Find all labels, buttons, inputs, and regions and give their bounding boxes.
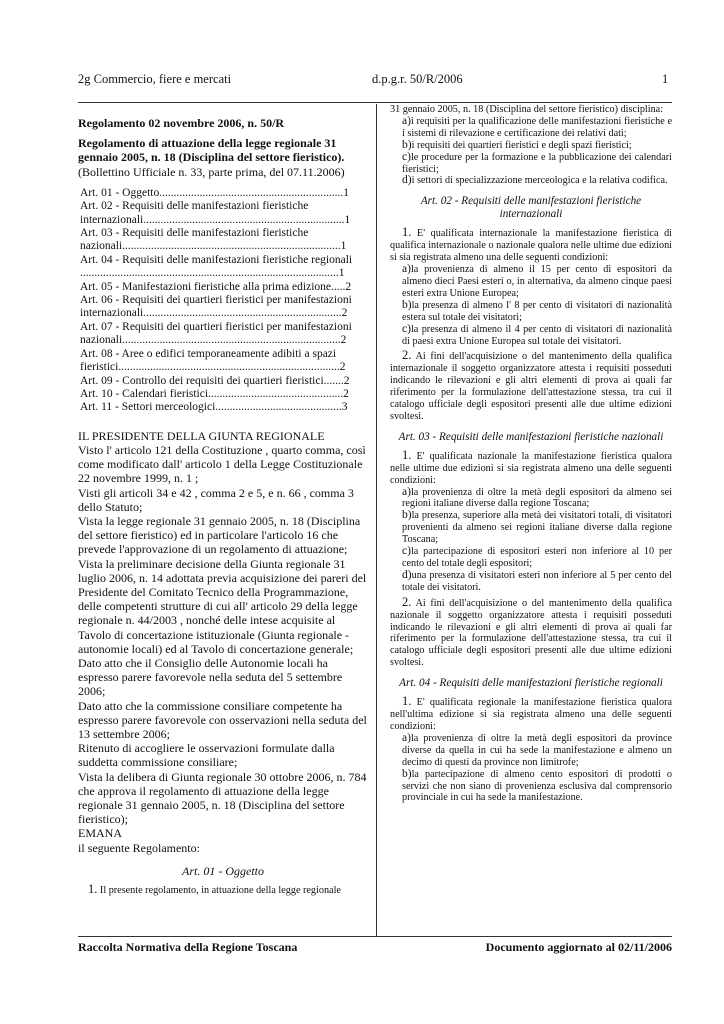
- preamble-line: EMANA: [78, 826, 122, 841]
- art03-heading: Art. 03 - Requisiti delle manifestazioni fieristiche nazionali: [398, 430, 664, 443]
- art03-p2-text: Ai fini dell'acquisizione o del mantenimento della qualifica nazionale il soggetto organizzatore attesta i requisiti posseduti indicando le rilevazioni e gli altri elementi di prova ai quali far riferimento per la formulazione dell'attestazione stessa, tra cui il catalogo ufficiale degli espositori presenti alle due ultime edizioni svoltesi.: [390, 597, 673, 669]
- toc-entry: Art. 07 - Requisiti dei quartieri fieristici per manifestazioni nazionali............................................................................2: [80, 320, 352, 347]
- list-item-marker: a): [402, 731, 411, 744]
- column-divider: [376, 104, 377, 936]
- list-item-text: i settori di specializzazione merceologica e la relativa codifica.: [411, 175, 668, 187]
- preamble-line: Dato atto che la commissione consiliare competente ha espresso parere favorevole con osservazioni nella seduta del 13 settembre 2006;: [78, 698, 367, 741]
- toc-entry: Art. 04 - Requisiti delle manifestazioni fieristiche regionali ..........................................................................................1: [80, 253, 353, 280]
- list-item-marker: d): [402, 568, 412, 581]
- list-item-text: la partecipazione di espositori esteri non inferiore al 10 per cento del totale degli espositori;: [402, 546, 672, 569]
- list-item: [402, 175, 672, 187]
- art01-paragraph-number: 1.: [88, 881, 98, 896]
- left-column: [78, 108, 368, 898]
- art04-p1-number: 1.: [402, 694, 412, 709]
- header-section-title: 2g Commercio, fiere e mercati: [78, 72, 232, 86]
- header-page-number: 1: [662, 72, 669, 86]
- list-item: [402, 733, 672, 769]
- header-decree-ref: d.p.g.r. 50/R/2006: [372, 72, 463, 86]
- list-item-marker: a): [402, 114, 411, 127]
- preamble-line: Vista la preliminare decisione della Giunta regionale 31 luglio 2006, n. 14 adottata previa acquisizione dei pareri del Presidente del Comitato Tecnico della Programmazione, delle competenti strutture di cui all' articolo 29 della legge regionale n. 44/2003 , nonché delle intese acquisite al Tavolo di concertazione istituzionale (Giunta regionale - autonomie locali) ed al Tavolo di concertazione generale;: [78, 556, 367, 656]
- art03-p1-text: E' qualificata nazionale la manifestazione fieristica qualora nelle ultime due edizioni si sia registrata almeno una delle seguenti condizioni:: [390, 450, 673, 486]
- toc-entry: Art. 02 - Requisiti delle manifestazioni fieristiche internazionali......................................................................1: [80, 200, 351, 226]
- table-of-contents: [80, 187, 368, 415]
- list-item-marker: b): [402, 767, 412, 780]
- list-item: [402, 570, 672, 594]
- art01-heading: Art. 01 - Oggetto: [182, 863, 264, 878]
- art04-items: [390, 733, 672, 804]
- list-item-marker: b): [402, 509, 412, 522]
- list-item-text: i requisiti dei quartieri fieristici e degli spazi fieristici;: [411, 139, 632, 151]
- art02-p2-text: Ai fini dell'acquisizione o del mantenimento della qualifica internazionale il soggetto organizzatore attesta i requisiti posseduti indicando le rilevazioni e gli altri elementi di prova ai quali far riferimento per la formulazione dell'attestazione stessa, tra cui il catalogo ufficiale degli espositori presenti alle due ultime edizioni svoltesi.: [390, 351, 673, 422]
- list-item: [402, 300, 672, 324]
- art03-p1-number: 1.: [402, 447, 412, 462]
- preamble-line: IL PRESIDENTE DELLA GIUNTA REGIONALE: [78, 428, 325, 443]
- footer-collection-title: Raccolta Normativa della Regione Toscana: [78, 940, 298, 954]
- list-item: [402, 510, 672, 546]
- preamble-line: Dato atto che il Consiglio delle Autonomie locali ha espresso parere favorevole nella seduta del 5 settembre 2006;: [78, 655, 343, 699]
- bulletin-reference: (Bollettino Ufficiale n. 33, parte prima, del 07.11.2006): [78, 164, 345, 179]
- list-item-text: una presenza di visitatori esteri non inferiore al 5 per cento del totale dei visitatori.: [402, 569, 672, 593]
- list-item-marker: a): [402, 485, 411, 498]
- list-item: [402, 152, 672, 176]
- toc-entry: Art. 11 - Settori merceologici............................................3: [80, 401, 348, 414]
- preamble-line: Ritenuto di accogliere le osservazioni formulate dalla suddetta commissione consiliare;: [78, 741, 335, 770]
- art01-continuation: 31 gennaio 2005, n. 18 (Disciplina del settore fieristico) disciplina:: [390, 104, 664, 115]
- regulation-title: Regolamento 02 novembre 2006, n. 50/R: [78, 116, 285, 130]
- list-item-text: la partecipazione di almeno cento espositori di prodotti o servizi che non siano di provenienza esclusiva dal comprensorio provinciale in cui ha sede la manifestazione.: [402, 768, 672, 804]
- art03-p2-number: 2.: [402, 594, 412, 609]
- toc-entry: Art. 05 - Manifestazioni fieristiche alla prima edizione.....2: [80, 280, 352, 293]
- list-item: [402, 546, 672, 570]
- list-item-text: la presenza di almeno l' 8 per cento di visitatori di nazionalità estera sul totale dei visitatori;: [402, 299, 672, 323]
- toc-entry: Art. 08 - Aree o edifici temporaneamente adibiti a spazi fieristici.............................................................................2: [80, 347, 346, 374]
- header-rule: [78, 102, 672, 103]
- list-item-marker: c): [402, 322, 411, 335]
- toc-entry: Art. 09 - Controllo dei requisiti dei quartieri fieristici.......2: [80, 374, 350, 387]
- art03-items: [390, 487, 672, 594]
- art01-items: [390, 116, 672, 187]
- list-item: [402, 264, 672, 300]
- list-item-marker: c): [402, 150, 411, 163]
- art01-text: Il presente regolamento, in attuazione della legge regionale: [99, 884, 341, 896]
- footer-update-date: Documento aggiornato al 02/11/2006: [485, 940, 672, 954]
- preamble-line: Vista la delibera di Giunta regionale 30 ottobre 2006, n. 784 che approva il regolamento di attuazione della legge regionale 31 gennaio 2005, n. 18 (Disciplina del settore fieristico);: [78, 769, 367, 827]
- list-item-marker: b): [402, 138, 412, 151]
- toc-entry: Art. 01 - Oggetto................................................................1: [80, 186, 349, 199]
- footer-rule: [78, 936, 672, 937]
- list-item: [402, 487, 672, 511]
- list-item-marker: d): [402, 174, 412, 187]
- preamble-line: il seguente Regolamento:: [78, 840, 200, 855]
- list-item-marker: b): [402, 298, 412, 311]
- right-column: [390, 104, 672, 804]
- preamble: [78, 429, 368, 855]
- art02-heading: Art. 02 - Requisiti delle manifestazioni fieristiche internazionali: [420, 195, 642, 221]
- preamble-line: Vista la legge regionale 31 gennaio 2005, n. 18 (Disciplina del settore fieristico) ed in particolare l'articolo 16 che prevede l'approvazione di un regolamento di attuazione;: [78, 513, 361, 557]
- art04-heading: Art. 04 - Requisiti delle manifestazioni fieristiche regionali: [399, 677, 663, 690]
- art02-p2-number: 2.: [402, 348, 412, 363]
- list-item-text: la presenza di almeno il 4 per cento di visitatori di nazionalità di paesi extra Unione Europea sul totale dei visitatori.: [402, 323, 672, 347]
- list-item-text: la provenienza di oltre la metà degli espositori da province diverse da quella in cui ha sede la manifestazione e almeno un decimo di questi da province non limitrofe;: [402, 732, 672, 768]
- list-item-text: la presenza, superiore alla metà dei visitatori totali, di visitatori provenienti da almeno sei regioni italiane diverse dalla regione Toscana;: [402, 510, 672, 546]
- list-item-text: i requisiti per la qualificazione delle manifestazioni fieristiche e i sistemi di rilevazione e certificazione dei relativi dati;: [402, 115, 672, 139]
- list-item-text: la provenienza di almeno il 15 per cento di espositori da almeno dieci Paesi esteri o, in alternativa, da almeno cinque paesi esteri extra Unione Europea;: [402, 264, 672, 299]
- list-item: [402, 324, 672, 348]
- list-item-text: la provenienza di oltre la metà degli espositori da almeno sei regioni italiane diverse dalla regione Toscana;: [402, 486, 672, 510]
- art02-p1-text: E' qualificata internazionale la manifestazione fieristica di qualifica internazionale o nazionale qualora nelle ultime due edizioni si sia registrata almeno una delle seguenti condizioni:: [390, 228, 673, 264]
- preamble-line: Visto l' articolo 121 della Costituzione , quarto comma, così come modificato dall' articolo 1 della Legge Costituzionale 22 novembre 1999, n. 1 ;: [78, 442, 366, 486]
- regulation-subtitle: Regolamento di attuazione della legge regionale 31 gennaio 2005, n. 18 (Disciplina del settore fieristico).: [78, 136, 345, 165]
- list-item-text: le procedure per la formazione e la pubblicazione dei calendari fieristici;: [402, 151, 672, 175]
- art04-p1-text: E' qualificata regionale la manifestazione fieristica qualora nell'ultima edizione si sia registrata almeno una delle seguenti condizioni:: [390, 697, 672, 732]
- list-item-marker: c): [402, 545, 411, 558]
- list-item: [402, 116, 672, 140]
- list-item-marker: a): [402, 263, 411, 276]
- art02-p1-number: 1.: [402, 225, 412, 240]
- toc-entry: Art. 10 - Calendari fieristici...............................................2: [80, 387, 349, 400]
- art02-items: [390, 264, 672, 347]
- toc-entry: Art. 06 - Requisiti dei quartieri fieristici per manifestazioni internazionali.....................................................................2: [80, 294, 352, 320]
- list-item: [402, 769, 672, 805]
- toc-entry: Art. 03 - Requisiti delle manifestazioni fieristiche nazionali............................................................................1: [80, 227, 347, 253]
- list-item: [402, 140, 672, 152]
- preamble-line: Visti gli articoli 34 e 42 , comma 2 e 5, e n. 66 , comma 3 dello Statuto;: [78, 485, 354, 514]
